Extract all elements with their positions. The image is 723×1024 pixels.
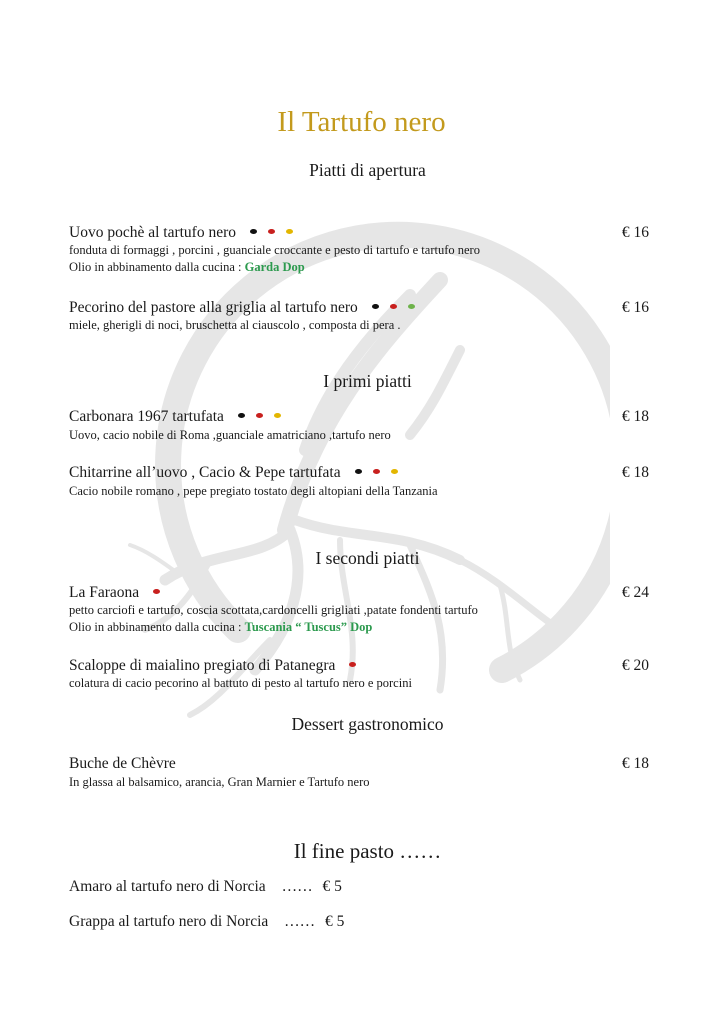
wine-dots [372,304,415,309]
dish-name-text: Chitarrine all’uovo , Cacio & Pepe tartufata [69,464,341,481]
dish-price: € 18 [621,408,649,425]
wine-dots [250,229,293,234]
section-heading-apertura: Piatti di apertura [309,160,426,180]
digestif-name: Grappa al tartufo nero di Norcia [69,913,269,930]
wine-dots [238,413,281,418]
dish-description: In glassa al balsamico, arancia, Gran Marnier e Tartufo nero [69,775,370,789]
section-heading-secondi: I secondi piatti [315,548,420,568]
dish-name-text: Pecorino del pastore alla griglia al tartufo nero [69,299,358,316]
wine-dots [349,662,356,667]
digestif-separator: …… [281,878,313,895]
dish-name [69,464,398,482]
dish-price: € 18 [621,755,649,772]
dish-name [69,299,415,317]
dish-name [69,755,176,773]
red-dot-icon [349,662,356,667]
dish-name-text: La Faraona [69,584,140,601]
black-dot-icon [238,413,245,418]
dish-description: fonduta di formaggi , porcini , guanciale croccante e pesto di tartufo e tartufo nero [69,243,480,257]
dish-description: petto carciofi e tartufo, coscia scottata,cardoncelli grigliati ,patate fondenti tartufo [69,603,478,617]
yellow-dot-icon [286,229,293,234]
black-dot-icon [250,229,257,234]
green-dot-icon [408,304,415,309]
black-dot-icon [372,304,379,309]
digestif-price: € 5 [322,878,342,895]
section-heading-fine-pasto: Il fine pasto …… [293,839,442,863]
dish-description: colatura di cacio pecorino al battuto di pesto al tartufo nero e porcini [69,676,412,690]
dish-price: € 16 [621,224,649,241]
dish-name-text: Buche de Chèvre [69,755,176,772]
red-dot-icon [373,469,380,474]
dish-name-text: Scaloppe di maialino pregiato di Patanegra [69,657,336,674]
yellow-dot-icon [274,413,281,418]
red-dot-icon [153,589,160,594]
digestif-name: Amaro al tartufo nero di Norcia [69,878,266,895]
oil-pairing-label: Olio in abbinamento dalla cucina : [69,620,245,634]
dish-description: Uovo, cacio nobile di Roma ,guanciale amatriciano ,tartufo nero [69,428,391,442]
oil-pairing-name: Tuscania “ Tuscus” Dop [244,620,373,634]
black-dot-icon [355,469,362,474]
digestif-separator: …… [284,913,316,930]
dish-name [69,584,160,602]
oil-pairing [69,260,305,275]
dish-name [69,408,281,426]
menu-title: Il Tartufo nero [277,106,446,138]
dish-name [69,657,356,675]
digestif-item [69,913,344,931]
dish-price: € 18 [621,464,649,481]
section-heading-dessert: Dessert gastronomico [291,714,444,734]
digestif-item [69,878,342,896]
dish-name-text: Carbonara 1967 tartufata [69,408,224,425]
red-dot-icon [268,229,275,234]
oil-pairing-label: Olio in abbinamento dalla cucina : [69,260,245,274]
yellow-dot-icon [391,469,398,474]
oil-pairing-name: Garda Dop [244,260,305,274]
dish-name [69,224,293,242]
dish-price: € 16 [621,299,649,316]
dish-description: Cacio nobile romano , pepe pregiato tostato degli altopiani della Tanzania [69,484,438,498]
dish-price: € 20 [621,657,649,674]
red-dot-icon [390,304,397,309]
dish-price: € 24 [621,584,649,601]
section-heading-primi: I primi piatti [323,371,412,391]
oil-pairing [69,620,372,635]
dish-name-text: Uovo pochè al tartufo nero [69,224,236,241]
wine-dots [153,589,160,594]
digestif-price: € 5 [325,913,345,930]
red-dot-icon [256,413,263,418]
wine-dots [355,469,398,474]
dish-description: miele, gherigli di noci, bruschetta al ciauscolo , composta di pera . [69,318,401,332]
